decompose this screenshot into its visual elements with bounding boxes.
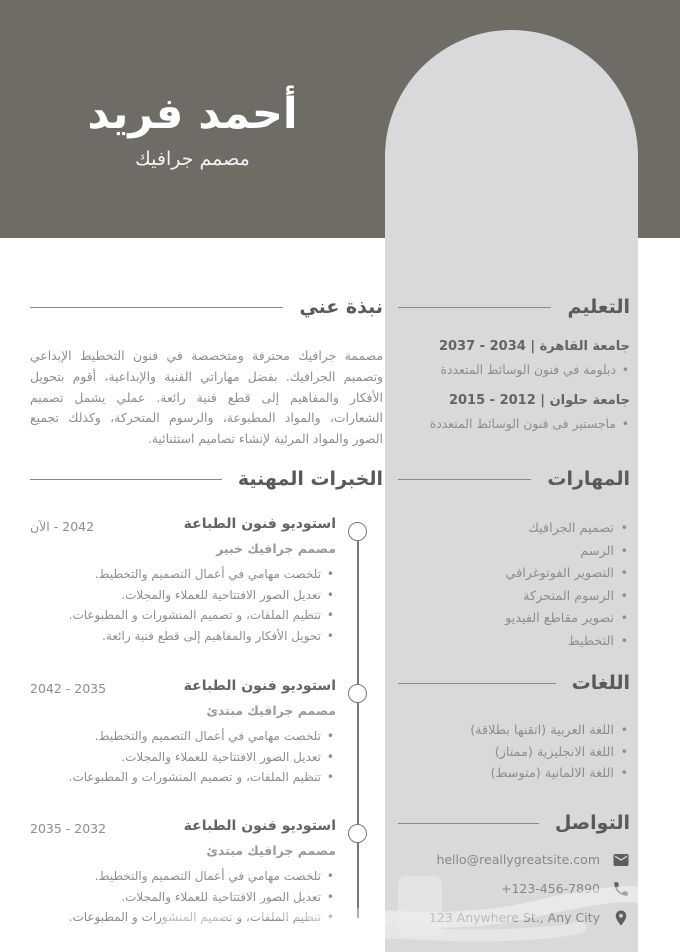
contact-address-row — [398, 908, 630, 927]
experience-entry — [30, 818, 383, 928]
company-name: استوديو فنون الطباعة — [183, 678, 336, 694]
phone-icon — [611, 879, 630, 898]
skills-title: المهارات — [547, 468, 630, 490]
work-period: 2035 - 2042 — [30, 681, 107, 696]
skills-items — [398, 512, 630, 653]
skill-item: • الرسوم المتحركة — [398, 586, 630, 609]
education-list — [398, 338, 630, 434]
languages-section-header — [398, 672, 630, 694]
degree-list — [398, 414, 630, 434]
languages-title: اللغات — [571, 672, 630, 694]
language-items — [398, 714, 630, 785]
skills-title-rule — [398, 479, 531, 480]
school-and-years: جامعة حلوان | 2012 - 2015 — [448, 393, 630, 408]
experience-bullets — [30, 866, 336, 928]
about-title-rule — [30, 307, 283, 308]
contact-section-header — [398, 812, 630, 834]
work-period: 2032 - 2035 — [30, 821, 107, 836]
languages-list — [398, 714, 630, 785]
contact-email-row — [398, 850, 630, 869]
skills-list — [398, 512, 630, 653]
experience-entry — [30, 678, 383, 788]
education-title: التعليم — [567, 296, 630, 318]
experience-entry — [30, 516, 383, 646]
experience-bullets — [30, 564, 336, 646]
degree: • ماجستير فى فنون الوسائط المتعددة — [398, 414, 630, 434]
company-name: استوديو فنون الطباعة — [183, 818, 336, 834]
address-value: 123 Anywhere St., Any City — [428, 910, 600, 925]
skill-item: • التصوير الفوتوغرافي — [398, 563, 630, 586]
experience-bullet: • تعديل الصور الافتتاحية للعملاء والمجلات. — [30, 585, 336, 606]
experience-section-header — [30, 468, 383, 490]
experience-bullet: • تنظيم الملفات، و تصميم المنشورات و المطبوعات. — [30, 907, 336, 928]
email-icon — [611, 850, 630, 869]
timeline-node-icon — [348, 824, 367, 843]
last-name: فريد — [87, 89, 184, 139]
company-name: استوديو فنون الطباعة — [183, 516, 336, 532]
education-section-header — [398, 296, 630, 318]
experience-timeline — [30, 510, 383, 950]
language-item: • اللغة الانجليزية (ممتاز) — [398, 742, 630, 764]
contact-list — [398, 850, 630, 937]
contact-title: التواصل — [554, 812, 630, 834]
about-section-header — [30, 296, 383, 318]
language-item: • اللغة الالمانية (متوسط) — [398, 763, 630, 785]
education-entry — [398, 338, 630, 380]
experience-bullet: • تعديل الصور الافتتاحية للعملاء والمجلات. — [30, 747, 336, 768]
experience-bullet: • تلخصت مهامي في أعمال التصميم والتخطيط. — [30, 866, 336, 887]
location-icon — [611, 908, 630, 927]
contact-phone-row — [398, 879, 630, 898]
education-title-rule — [398, 307, 551, 308]
job-role: مصمم جرافيك خبير — [216, 541, 336, 556]
skill-item: • التخطيط — [398, 631, 630, 654]
language-item: • اللغة العربية (اتقنها بطلاقة) — [398, 720, 630, 742]
degree-list — [398, 360, 630, 380]
experience-bullet: • تلخصت مهامي في أعمال التصميم والتخطيط. — [30, 726, 336, 747]
identity-block — [25, 90, 360, 170]
experience-bullet: • تعديل الصور الافتتاحية للعملاء والمجلات. — [30, 887, 336, 908]
languages-title-rule — [398, 683, 556, 684]
about-title: نبذة عني — [299, 296, 383, 318]
experience-bullets — [30, 726, 336, 788]
experience-title: الخبرات المهنية — [237, 468, 383, 490]
skill-item: • تصميم الجرافيك — [398, 518, 630, 541]
experience-bullet: • تلخصت مهامي في أعمال التصميم والتخطيط. — [30, 564, 336, 585]
skill-item: • تصوير مقاطع الفيديو — [398, 608, 630, 631]
school-and-years: جامعة القاهرة | 2034 - 2037 — [438, 339, 630, 354]
timeline-node-icon — [348, 522, 367, 541]
experience-bullet: • تنظيم الملفات، و تصميم المنشورات و المطبوعات. — [30, 605, 336, 626]
experience-bullet: • تحويل الأفكار والمفاهيم إلى قطع فنية رائعة. — [30, 626, 336, 647]
work-period: 2042 - الآن — [30, 519, 95, 534]
about-paragraph: مصممة جرافيك محترفة ومتخصصة في فنون التخطيط الإبداعي وتصميم الجرافيك. بفضل مهاراتي الفنية والإبداعية، أقوم بتحويل الأفكار والمفاهيم إلى قطع فنية رائعة. عملي يشمل تصميم الشعارات، والمواد المطبوعة، والرسوم المتحركة، وكذلك تجميع الصور والمواد المرئية لإنشاء تصاميم استثنائية. — [30, 348, 383, 446]
job-role: مصمم جرافيك مبتدئ — [206, 703, 336, 718]
email-value: hello@reallygreatsite.com — [436, 852, 600, 867]
first-name: أحمد — [198, 89, 298, 139]
job-role: مصمم جرافيك مبتدئ — [206, 843, 336, 858]
contact-title-rule — [398, 823, 539, 824]
person-name — [25, 90, 360, 139]
degree: • دبلومة في فنون الوسائط المتعددة — [398, 360, 630, 380]
timeline-node-icon — [348, 684, 367, 703]
job-title: مصمم جرافيك — [135, 148, 250, 171]
experience-bullet: • تنظيم الملفات، و تصميم المنشورات و المطبوعات. — [30, 767, 336, 788]
experience-title-rule — [30, 479, 222, 480]
phone-value: +123-456-7890 — [500, 881, 600, 896]
skill-item: • الرسم — [398, 541, 630, 564]
skills-section-header — [398, 468, 630, 490]
education-entry — [398, 392, 630, 434]
